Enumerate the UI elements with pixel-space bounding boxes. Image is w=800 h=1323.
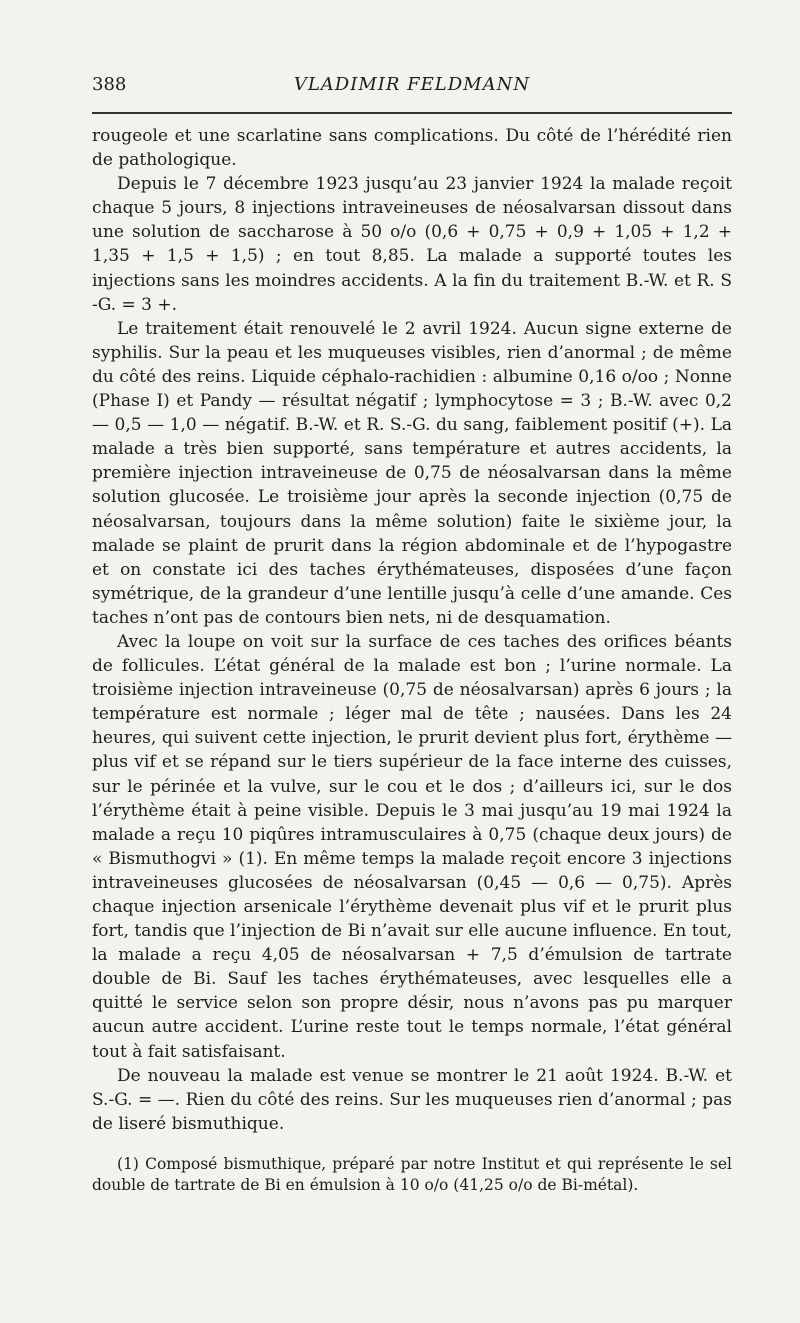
body-text [92, 124, 732, 1136]
paragraph-follow-up: De nouveau la malade est venue se montrer le 21 août 1924. B.-W. et S.-G. = —. Rien du côté des reins. Sur les muqueuses rien d’anormal ; pas de liseré bismuthique. [92, 1065, 732, 1134]
header-rule [92, 112, 732, 114]
running-head: VLADIMIR FELDMANN [293, 74, 531, 95]
page-number: 388 [92, 74, 127, 95]
paragraph-first-treatment: Depuis le 7 décembre 1923 jusqu’au 23 janvier 1924 la malade reçoit chaque 5 jours, 8 injections intraveineuses de néosalvarsan dissout dans une solution de saccharose à 50 o/o (0,6 + 0,75 + 0,9 + 1,05 + 1,2 + 1,35 + 1,5 + 1,5) ; en tout 8,85. La malade a supporté toutes les injections sans les moindres accidents. A la fin du traitement B.-W. et R. S -G. = 3 +. [92, 174, 732, 315]
footnote: (1) Composé bismuthique, préparé par notre Institut et qui représente le sel double de tartrate de Bi en émulsion à 10 o/o (41,25 o/o de Bi-métal). [92, 1155, 732, 1194]
page-header [92, 74, 732, 100]
paragraph-second-treatment: Le traitement était renouvelé le 2 avril 1924. Aucun signe externe de syphilis. Sur la peau et les muqueuses visibles, rien d’anormal ; de même du côté des reins. Liquide céphalo-rachidien : albumine 0,16 o/oo ; Nonne (Phase I) et Pandy — résultat négatif ; lymphocytose = 3 ; B.-W. avec 0,2 — 0,5 — 1,0 — négatif. B.-W. et R. S.-G. du sang, faiblement positif (+). La malade a très bien supporté, sans température et autres accidents, la première injection intraveineuse de 0,75 de néosalvarsan dans la même solution glucosée. Le troisième jour après la seconde injection (0,75 de néosalvarsan, toujours dans la même solution) faite le sixième jour, la malade se plaint de prurit dans la région abdominale et de l’hypogastre et on constate ici des taches érythémateuses, disposées d’une façon symétrique, de la grandeur d’une lentille jusqu’à celle d’une amande. Ces taches n’ont pas de contours bien nets, ni de desquamation. [92, 318, 732, 628]
book-page [92, 74, 732, 1194]
paragraph-loupe-observation: Avec la loupe on voit sur la surface de ces taches des orifices béants de follicules. L’état général de la malade est bon ; l’urine normale. La troisième injection intraveineuse (0,75 de néosalvarsan) après 6 jours ; la température est normale ; léger mal de tête ; nausées. Dans les 24 heures, qui suivent cette injection, le prurit devient plus fort, érythème — plus vif et se répand sur le tiers supérieur de la face interne des cuisses, sur le périnée et la vulve, sur le cou et le dos ; d’ailleurs ici, sur le dos l’érythème était à peine visible. Depuis le 3 mai jusqu’au 19 mai 1924 la malade a reçu 10 piqûres intramusculaires à 0,75 (chaque deux jours) de « Bismuthogvi » (1). En même temps la malade reçoit encore 3 injections intraveineuses glucosées de néosalvarsan (0,45 — 0,6 — 0,75). Après chaque injection arsenicale l’érythème devenait plus vif et le prurit plus fort, tandis que l’injection de Bi n’avait sur elle aucune influence. En tout, la malade a reçu 4,05 de néosalvarsan + 7,5 d’émulsion de tartrate double de Bi. Sauf les taches érythémateuses, avec lesquelles elle a quitté le service selon son propre désir, nous n’avons pas pu marquer aucun autre accident. L’urine reste tout le temps normale, l’état général tout à fait satisfaisant. [92, 631, 732, 1062]
paragraph-continuation: rougeole et une scarlatine sans complications. Du côté de l’hérédité rien de pathologique. [92, 126, 732, 171]
